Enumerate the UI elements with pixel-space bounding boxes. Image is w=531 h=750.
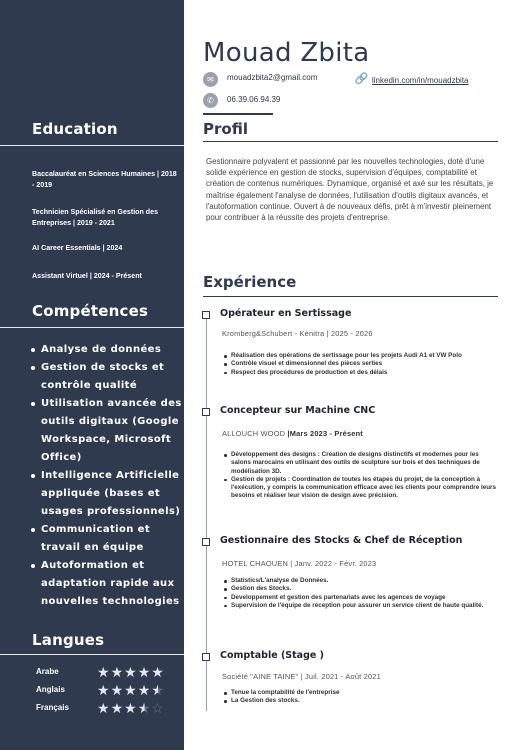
skills-heading: Compétences (32, 302, 149, 320)
email-link[interactable]: mouadzbita2@gmail.com (227, 73, 318, 82)
language-row (36, 700, 176, 716)
bullet-item: Respect des procédures de production et des délais (222, 369, 498, 377)
skill-item: Intelligence Artificielle appliquée (bases et usages professionnels) (30, 467, 184, 521)
bullet-item: La Gestion des stocks. (222, 697, 498, 705)
job-bullets (222, 451, 498, 501)
accent-bar (203, 113, 273, 115)
divider (0, 654, 184, 655)
link-icon: 🔗 (354, 73, 369, 85)
languages-heading: Langues (32, 631, 105, 649)
job-bullets (222, 352, 498, 377)
phone-icon: ✆ (203, 93, 218, 108)
language-name: Arabe (36, 667, 59, 676)
job-dates: |Mars 2023 - Présent (287, 429, 363, 438)
experience-heading: Expérience (203, 273, 297, 291)
education-heading: Education (32, 120, 118, 138)
bullet-item: Tenue la comptabilité de l'entreprise (222, 689, 498, 697)
job-company: HOTEL CHAOUEN (222, 559, 288, 568)
skills-list (30, 341, 184, 611)
divider (0, 145, 184, 146)
linkedin-link[interactable]: linkedin.com/in/mouadzbita (372, 76, 469, 85)
job-title: Gestionnaire des Stocks & Chef de Réception (220, 535, 463, 546)
job-bullets (222, 577, 498, 610)
job-title: Comptable (Stage ) (220, 650, 324, 661)
language-name: Français (36, 703, 69, 712)
job-title: Opérateur en Sertissage (220, 308, 352, 319)
education-item: Baccalauréat en Sciences Humaines | 2018 - 2019 (32, 170, 177, 189)
job-meta (222, 559, 376, 568)
timeline-marker (202, 408, 210, 416)
job-dates: | Juil. 2021 - Août 2021 (300, 672, 381, 681)
bullet-item: Statistics/L'analyse de Données. (222, 577, 498, 585)
education-item: Technicien Spécialisé en Gestion des Entreprises | 2019 - 2021 (32, 208, 159, 227)
star-rating-icon: ★★★★★ (97, 682, 165, 698)
bullet-item: Gestion des Stocks. (222, 585, 498, 593)
bullet-item: Réalisation des opérations de sertissage pour les projets Audi A1 et VW Polo (222, 352, 498, 360)
job-title: Concepteur sur Machine CNC (220, 405, 376, 416)
language-row (36, 682, 176, 698)
divider (0, 327, 184, 328)
timeline-line (206, 315, 207, 711)
language-name: Anglais (36, 685, 65, 694)
job-meta (222, 672, 381, 681)
job-dates: | 2025 - 2026 (326, 329, 373, 338)
job-company: Kromberg&Schubert - Kénitra (222, 329, 325, 338)
bullet-item: Developpement et gestion des partenariats avec les agences de voyage (222, 594, 498, 602)
job-bullets (222, 689, 498, 706)
profil-text: Gestionnaire polyvalent et passionné par les nouvelles technologies, doté d'une solide expérience en gestion de stocks, supervision d'équipes, comptabilité et création de contenus numériques. Dynamique, organisé et axé sur les résultats, je maîtrise également l'analyse de données, l'utilisation d'outils digitaux avancés, et l'autoformation continue. Ouvert à de nouveaux défis, prêt à m'investir pleinement pour contribuer à la réussite des projets d'entreprise. (206, 157, 494, 223)
job-company: Société "AINE TAINE" (222, 672, 299, 681)
timeline-marker (202, 653, 210, 661)
bullet-item: Contrôle visuel et dimensionnel des pièces serties (222, 360, 498, 368)
timeline-marker (202, 311, 210, 319)
person-name: Mouad Zbita (203, 38, 370, 68)
skill-item: Analyse de données (30, 341, 184, 359)
bullet-item: Gestion de projets : Coordination de toutes les étapes du projet, de la conception à l'exécution, y compris la communication efficace avec les clients pour comprendre leurs besoins et réaliser leur vision de design avec précision. (222, 476, 498, 501)
profil-heading: Profil (203, 120, 248, 138)
skill-item: Gestion de stocks et contrôle qualité (30, 359, 184, 395)
job-dates: | Janv. 2022 - Févr. 2023 (290, 559, 377, 568)
timeline-marker (202, 538, 210, 546)
email-icon: ✉ (203, 72, 218, 87)
bullet-item: Supervision de l'équipe de réception pour assurer un service client de haute qualité. (222, 602, 498, 610)
bullet-item: Développement des designs : Création de designs distinctifs et modernes pour les salons marocains en utilisant des outils de sculpture sur bois et des techniques de modélisation 3D. (222, 451, 498, 476)
divider (203, 296, 498, 297)
divider (203, 141, 498, 142)
skill-item: Communication et travail en équipe (30, 521, 184, 557)
phone-link[interactable]: 06.39.06.94.39 (227, 95, 281, 104)
job-meta (222, 329, 373, 338)
job-meta (222, 429, 363, 438)
education-item: Assistant Virtuel | 2024 - Présent (32, 272, 142, 280)
star-rating-icon: ★★★★★ (97, 664, 165, 680)
star-rating-icon: ★★★★☆ (97, 700, 165, 716)
education-item: AI Career Essentials | 2024 (32, 244, 123, 252)
skill-item: Utilisation avancée des outils digitaux (Google Workspace, Microsoft Office) (30, 395, 184, 467)
skill-item: Autoformation et adaptation rapide aux nouvelles technologies (30, 557, 184, 611)
language-row (36, 664, 176, 680)
sidebar (0, 0, 184, 750)
job-company: ALLOUCH WOOD (222, 429, 286, 438)
